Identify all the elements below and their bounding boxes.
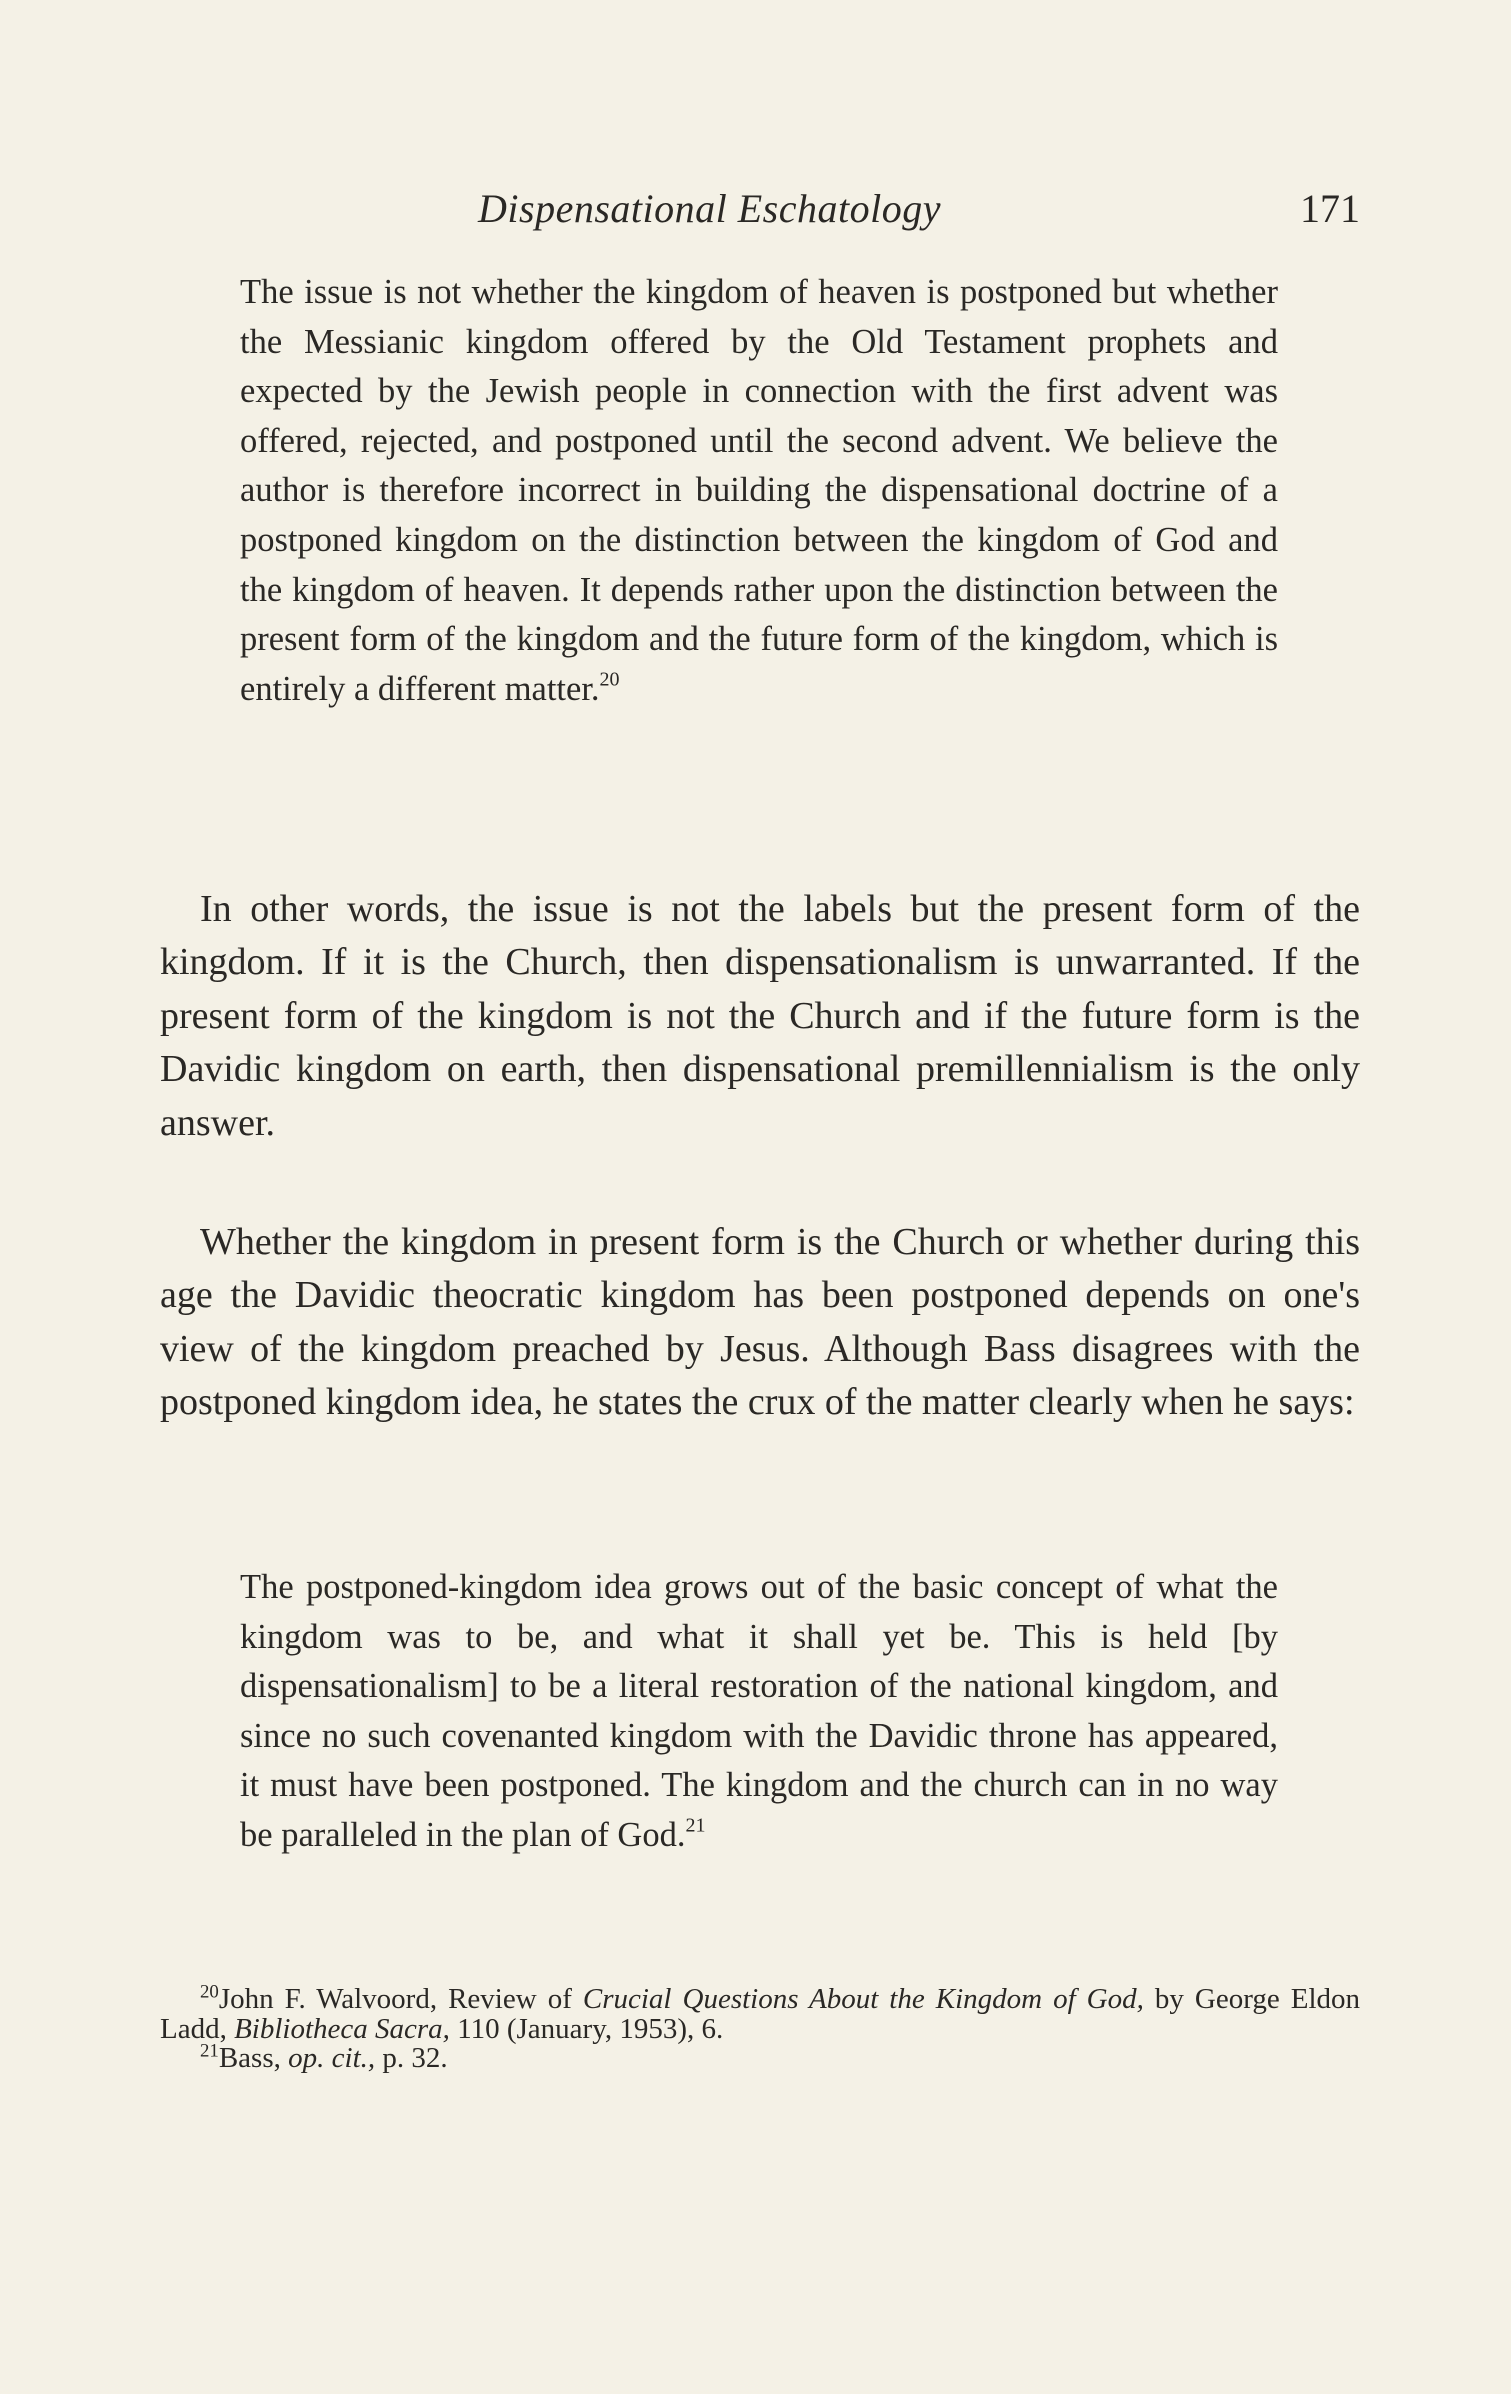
book-title: Crucial Questions About the Kingdom of God, — [582, 1983, 1144, 2015]
body-paragraph: Whether the kingdom in present form is the Church or whether during this age the Davidic theocratic kingdom has been postponed depends on one's view of the kingdom preached by Jesus. Although Bass disagrees with the postponed kingdom idea, he states the crux of the matter clearly when he says: — [160, 1221, 1360, 1424]
footnote-mark: 20 — [200, 1981, 219, 2003]
footnote-ref-20: 20 — [599, 668, 620, 691]
footnotes — [160, 1981, 1360, 2074]
running-head: Dispensational Eschatology — [478, 186, 941, 231]
journal-title: Bibliotheca Sacra, — [234, 2012, 450, 2045]
citation-abbrev: op. cit., — [288, 2042, 376, 2074]
block-quote-text: The postponed-kingdom idea grows out of the basic concept of what the kingdom was to be, and what it shall yet be. This is held [by dispensationalism] to be a literal restoration of the national kingdom, and since no such covenanted kingdom with the Davidic throne has appeared, it must have been postponed. The kingdom and the church can in no way be paralleled in the plan of God. — [240, 1568, 1278, 1854]
footnote-21: $^{21}$Bass, op. cit., p. 32. — [200, 2040, 448, 2074]
block-quote-text: The issue is not whether the kingdom of heaven is postponed but whether the Messianic kingdom offered by the Old Testament prophets and expected by the Jewish people in connection with the first advent was offered, rejected, and postponed until the second advent. We believe the author is therefore incorrect in building the dispensational doctrine of a postponed kingdom on the distinction between the kingdom of God and the kingdom of heaven. It depends rather upon the distinction between the present form of the kingdom and the future form of the kingdom, which is entirely a different matter. — [240, 273, 1278, 708]
footnote-ref-21: 21 — [685, 1814, 706, 1837]
body-paragraph: In other words, the issue is not the labels but the present form of the kingdom. If it is the Church, then dispensationalism is unwarranted. If the present form of the kingdom is not the Church and if the future form is the Davidic kingdom on earth, then dispensational premillennialism is the only answer. — [160, 888, 1360, 1144]
block-quote-walvoord — [240, 268, 1278, 714]
page-number: 171 — [1300, 186, 1360, 231]
footnote-mark: 21 — [200, 2040, 219, 2062]
page-header — [160, 185, 1360, 245]
block-quote-bass — [240, 1563, 1278, 1861]
footnote-20: $^{20}$John F. Walvoord, Review of Crucial Questions About the Kingdom of God, by George Eldon Ladd, Bibliotheca Sacra, 110 (January, 1953), 6. — [160, 1981, 1360, 2045]
